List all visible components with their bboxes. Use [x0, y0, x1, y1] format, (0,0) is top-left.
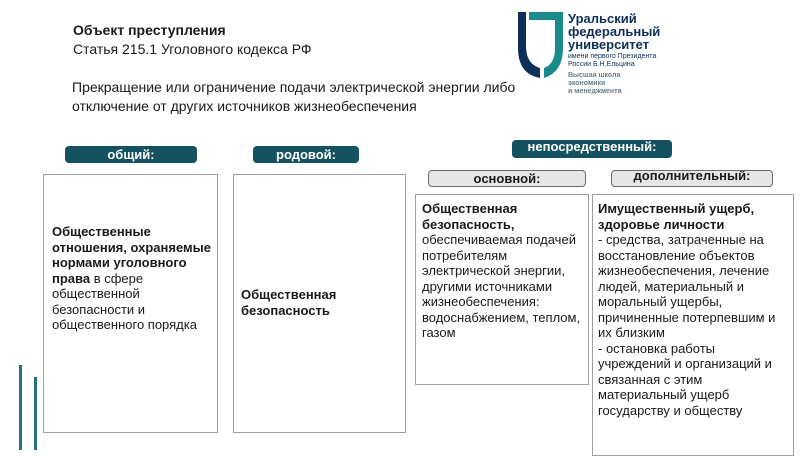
generic-bold-text: Общественная безопасность — [241, 287, 337, 318]
box-main — [415, 194, 589, 385]
university-logo-icon — [518, 12, 563, 78]
additional-item-2: - остановка работы учреждений и организаций и связанная с этим материальный ущерб государству и обществу — [598, 340, 772, 418]
label-additional: дополнительный: — [611, 170, 773, 187]
title-block — [73, 21, 312, 59]
logo-subline-2: России Б.Н.Ельцина — [568, 61, 635, 68]
general-text: в сфере общественной безопасности и общественного порядка — [52, 270, 197, 332]
page-title: Объект преступления — [73, 22, 226, 38]
logo-school-2: экономики — [568, 80, 606, 87]
label-generic: родовой: — [253, 146, 359, 163]
additional-bold-text: Имущественный ущерб, здоровье личности — [598, 201, 755, 232]
logo-school-1: Высшая школа — [568, 72, 621, 79]
main-bold-text: Общественная безопасность, — [422, 201, 518, 232]
decor-line-1 — [19, 365, 22, 450]
logo-school-3: и менеджмента — [568, 88, 622, 95]
box-general — [43, 174, 218, 433]
decor-line-2 — [34, 377, 37, 450]
crime-description: Прекращение или ограничение подачи электрической энергии либо отключение от других источников жизнеобеспечения — [72, 79, 516, 114]
main-text: обеспечиваемая подачей потребителям электрической энергии, другими источниками жизнеобеспечения: водоснабжением, теплом, газом — [422, 232, 581, 340]
box-additional — [592, 194, 794, 456]
general-bold-text: Общественные отношения, охраняемые нормами уголовного права — [52, 224, 211, 286]
university-name: Уральский федеральный университет имени первого Президента России Б.Н.Ельцина Высшая школа экономики и менеджмента — [568, 11, 661, 95]
additional-item-1: - средства, затраченные на восстановление объектов жизнеобеспечения, лечение людей, материальный и моральный ущербы, причиненные потерпевшим и их близким — [598, 232, 776, 340]
article-reference: Статья 215.1 Уголовного кодекса РФ — [73, 41, 312, 57]
label-direct: непосредственный: — [512, 140, 672, 158]
label-general: общий: — [65, 146, 197, 163]
box-generic — [233, 174, 406, 433]
logo-subline-1: имени первого Президента — [568, 53, 657, 60]
label-main: основной: — [428, 170, 586, 187]
